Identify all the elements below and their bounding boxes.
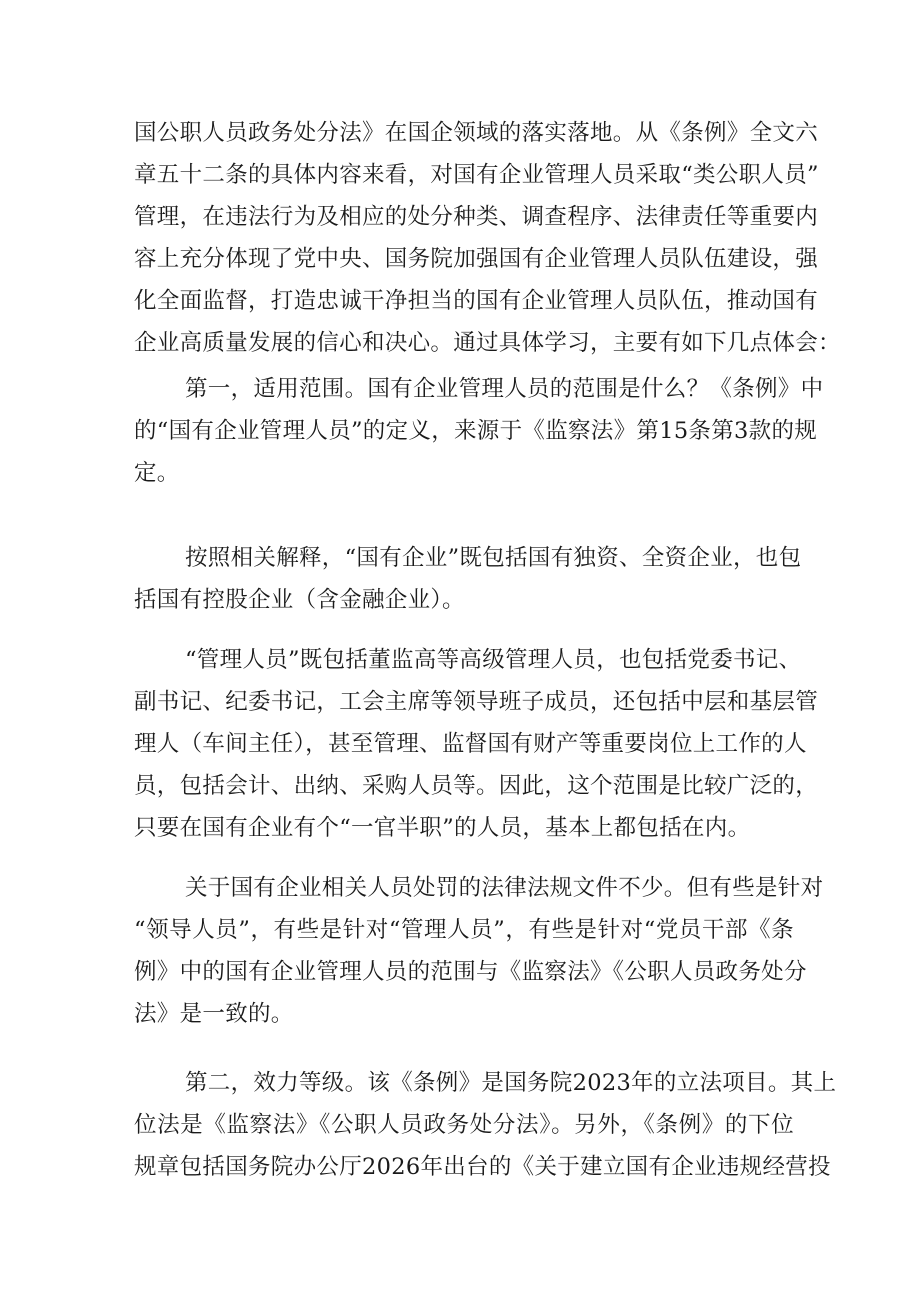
text-line: 关于国有企业相关人员处罚的法律法规文件不少。但有些是针对: [185, 875, 824, 901]
text-line: 法》是一致的。: [134, 1001, 294, 1027]
text-line: 定。: [134, 460, 180, 486]
text-line: 化全面监督，打造忠诚干净担当的国有企业管理人员队伍，推动国有: [134, 288, 819, 314]
text-line: “领导人员”，有些是针对“管理人员”，有些是针对“党员干部《条: [134, 917, 794, 943]
text-line: 括国有控股企业（含金融企业）。: [134, 587, 465, 613]
text-line: 只要在国有企业有个“一官半职”的人员，基本上都包括在内。: [134, 815, 751, 841]
text-line: 规章包括国务院办公厅2026年出台的《关于建立国有企业违规经营投: [134, 1154, 831, 1180]
text-line: 第二，效力等级。该《条例》是国务院2023年的立法项目。其上: [185, 1070, 837, 1096]
text-line: 企业高质量发展的信心和决心。通过具体学习，主要有如下几点体会：: [134, 330, 841, 356]
text-line: 理人（车间主任），甚至管理、监督国有财产等重要岗位上工作的人: [134, 731, 807, 757]
text-line: 例》中的国有企业管理人员的范围与《监察法》《公职人员政务处分: [134, 959, 807, 985]
text-line: 国公职人员政务处分法》在国企领域的落实落地。从《条例》全文六: [134, 120, 819, 146]
text-line: 副书记、纪委书记，工会主席等领导班子成员，还包括中层和基层管: [134, 689, 819, 715]
text-line: “管理人员”既包括董监高等高级管理人员，也包括党委书记、: [185, 647, 802, 673]
text-line: 位法是《监察法》《公职人员政务处分法》。另外，《条例》的下位: [134, 1112, 794, 1138]
text-line: 容上充分体现了党中央、国务院加强国有企业管理人员队伍建设，强: [134, 246, 819, 272]
text-line: 员，包括会计、出纳、采购人员等。因此，这个范围是比较广泛的，: [134, 773, 819, 799]
text-line: 按照相关解释，“国有企业”既包括国有独资、全资企业，也包: [185, 545, 802, 571]
text-line: 章五十二条的具体内容来看，对国有企业管理人员采取“类公职人员”: [134, 162, 819, 188]
text-line: 的“国有企业管理人员”的定义，来源于《监察法》第15条第3款的规: [134, 418, 818, 444]
text-line: 第一，适用范围。国有企业管理人员的范围是什么？《条例》中: [185, 376, 824, 402]
text-line: 管理，在违法行为及相应的处分种类、调查程序、法律责任等重要内: [134, 204, 819, 230]
